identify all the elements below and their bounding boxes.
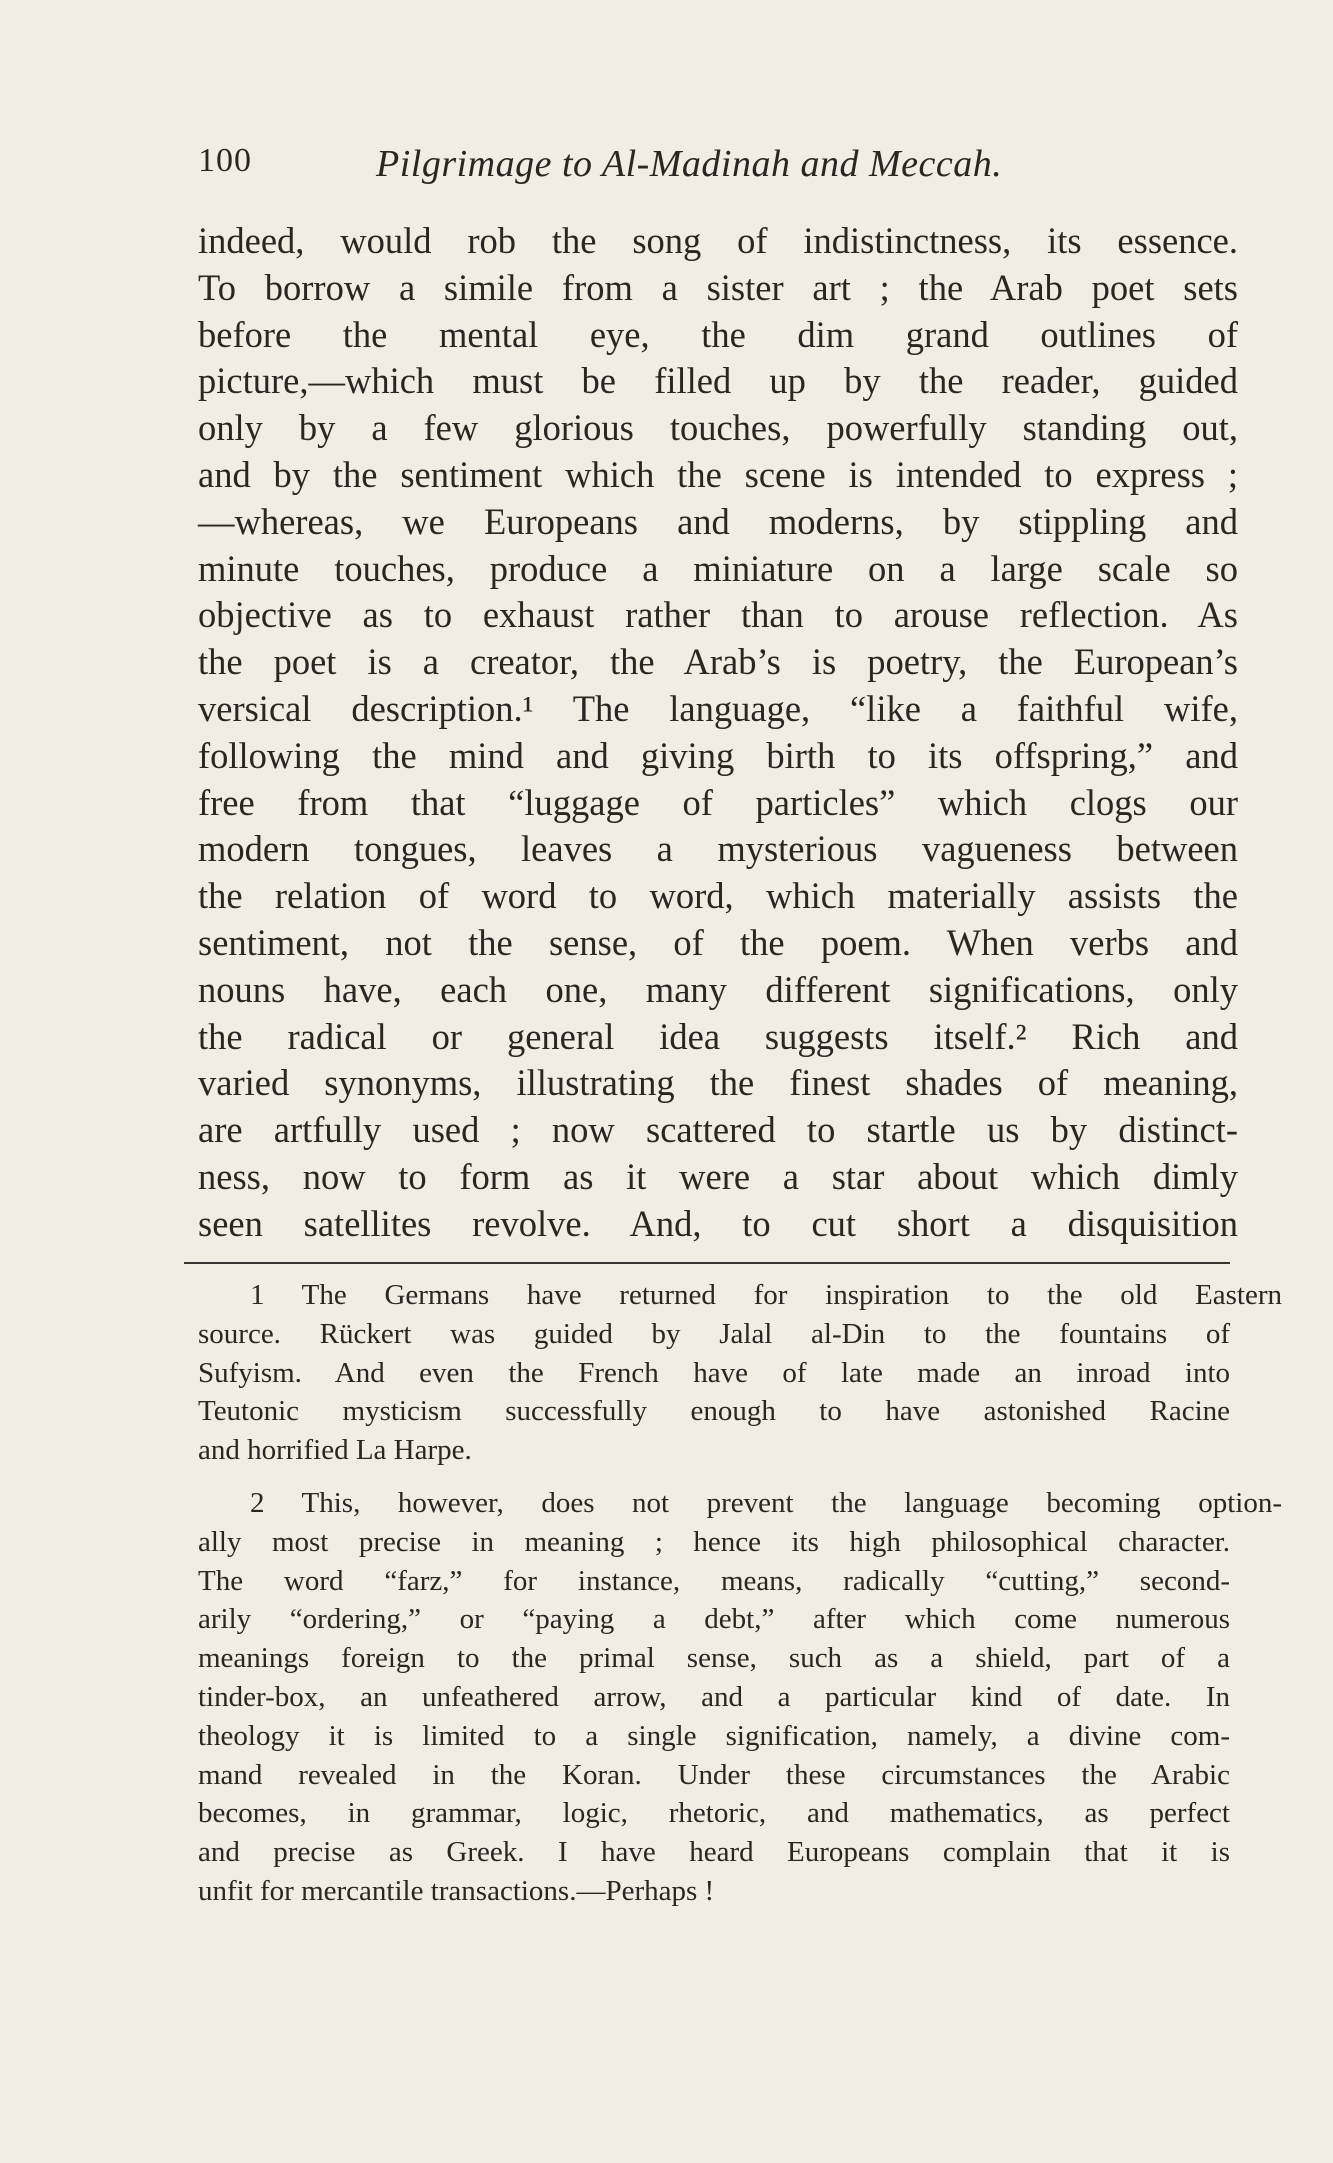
footnote-line: Teutonic mysticism successfully enough to have astonished Racine — [198, 1395, 1230, 1428]
footnote-line: mand revealed in the Koran. Under these circumstances the Arabic — [198, 1758, 1230, 1791]
footnote-line: arily “ordering,” or “paying a debt,” after which come numerous — [198, 1603, 1230, 1636]
body-line: and by the sentiment which the scene is intended to express ; — [198, 453, 1238, 495]
body-line: modern tongues, leaves a mysterious vagueness between — [198, 828, 1238, 870]
page-number: 100 — [198, 142, 252, 179]
body-line: indeed, would rob the song of indistinctness, its essence. — [198, 220, 1238, 261]
footnote-line: The word “farz,” for instance, means, radically “cutting,” second- — [198, 1564, 1230, 1597]
body-line: —whereas, we Europeans and moderns, by stippling and — [198, 500, 1238, 542]
footnote-line: and horrified La Harpe. — [198, 1434, 472, 1467]
footnote-line: 2 This, however, does not prevent the language becoming option- — [250, 1486, 1282, 1519]
footnote-line: 1 The Germans have returned for inspiration to the old Eastern — [250, 1279, 1282, 1311]
footnote-rule — [184, 1262, 1230, 1264]
body-line: varied synonyms, illustrating the finest shades of meaning, — [198, 1062, 1238, 1104]
footnote-line: becomes, in grammar, logic, rhetoric, and mathematics, as perfect — [198, 1797, 1230, 1830]
body-line: sentiment, not the sense, of the poem. When verbs and — [198, 921, 1238, 963]
footnote-line: Sufyism. And even the French have of late made an inroad into — [198, 1356, 1230, 1389]
body-line: versical description.¹ The language, “like a faithful wife, — [198, 687, 1238, 729]
footnote-line: theology it is limited to a single signification, namely, a divine com- — [198, 1719, 1230, 1752]
running-title: Pilgrimage to Al-Madinah and Meccah. — [376, 143, 1003, 185]
footnotes — [198, 1276, 1282, 1911]
footnote-line: unfit for mercantile transactions.—Perhaps ! — [198, 1874, 715, 1907]
body-text — [198, 218, 1238, 1248]
body-line: the poet is a creator, the Arab’s is poetry, the European’s — [198, 641, 1238, 683]
body-line: following the mind and giving birth to its offspring,” and — [198, 734, 1238, 776]
footnote-2 — [198, 1484, 1282, 1911]
body-line: the relation of word to word, which materially assists the — [198, 875, 1238, 917]
running-header — [198, 142, 1188, 192]
body-line: before the mental eye, the dim grand outlines of — [198, 313, 1238, 355]
body-line: seen satellites revolve. And, to cut short a disquisition — [198, 1202, 1238, 1244]
footnote-line: meanings foreign to the primal sense, such as a shield, part of a — [198, 1642, 1230, 1675]
body-line: the radical or general idea suggests itself.² Rich and — [198, 1015, 1238, 1057]
footnote-line: ally most precise in meaning ; hence its high philosophical character. — [198, 1525, 1230, 1558]
body-line: only by a few glorious touches, powerfully standing out, — [198, 407, 1238, 449]
body-line: To borrow a simile from a sister art ; the Arab poet sets — [198, 266, 1238, 308]
body-line: ness, now to form as it were a star about which dimly — [198, 1155, 1238, 1197]
body-line: nouns have, each one, many different significations, only — [198, 968, 1238, 1010]
footnote-line: source. Rückert was guided by Jalal al-Din to the fountains of — [198, 1317, 1230, 1350]
body-line: free from that “luggage of particles” which clogs our — [198, 781, 1238, 823]
body-line: objective as to exhaust rather than to arouse reflection. As — [198, 594, 1238, 636]
body-line: minute touches, produce a miniature on a large scale so — [198, 547, 1238, 589]
body-line: picture,—which must be filled up by the reader, guided — [198, 360, 1238, 402]
footnote-1 — [198, 1276, 1282, 1470]
footnote-line: and precise as Greek. I have heard Europeans complain that it is — [198, 1836, 1230, 1869]
body-line: are artfully used ; now scattered to startle us by distinct- — [198, 1109, 1238, 1151]
footnote-line: tinder-box, an unfeathered arrow, and a particular kind of date. In — [198, 1680, 1230, 1713]
